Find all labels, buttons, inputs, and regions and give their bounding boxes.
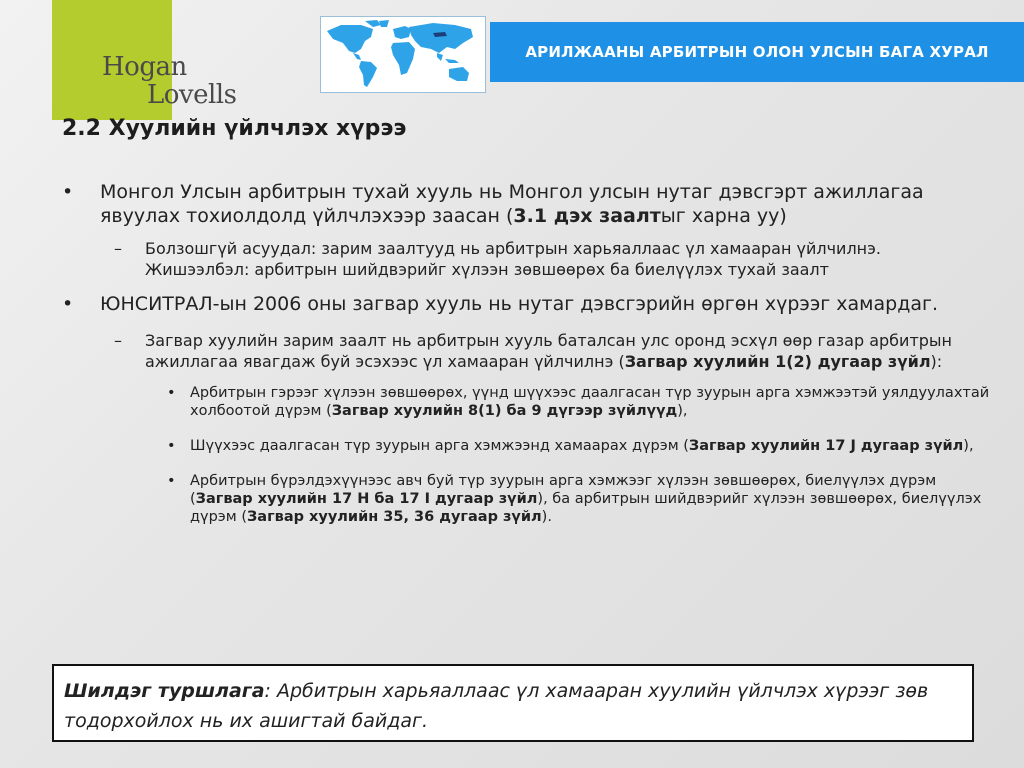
list-item-text-bold: Загвар хуулийн 35, 36 дугаар зүйл <box>246 509 542 525</box>
dash-marker: – <box>114 239 122 258</box>
callout-label: Шилдэг туршлага <box>64 680 265 702</box>
bullet-text: ЮНСИТРАЛ-ын 2006 оны загвар хууль нь нутаг дэвсгэрийн өргөн хүрээг хамардаг. <box>100 293 939 315</box>
list-item <box>60 437 990 455</box>
bullet-marker: • <box>167 438 176 454</box>
sub-bullet-item <box>60 330 990 372</box>
list-item-text-bold: Загвар хуулийн 17 H ба 17 I дугаар зүйл <box>195 491 538 507</box>
world-map-image <box>320 16 486 93</box>
sub-bullet-text-bold: Загвар хуулийн 1(2) дугаар зүйл <box>624 352 931 371</box>
bullet-marker: • <box>62 293 74 315</box>
bullet-marker: • <box>167 473 176 489</box>
callout-text: : Арбитрын харьяаллаас үл хамааран хуулийн үйлчлэх хүрээг зөв тодорхойлох нь их ашигтай байдаг. <box>64 680 929 732</box>
sub-bullet-text: Загвар хуулийн зарим заалт нь арбитрын хууль баталсан улс оронд эсхүл өөр газар арбитрын ажиллагаа явагдаж буй эсэхээс үл хамааран үйлчилнэ ( <box>145 331 953 371</box>
list-item-text: Шүүхээс даалгасан түр зуурын арга хэмжээнд хамаарах дүрэм ( <box>190 438 689 454</box>
best-practice-callout <box>52 664 974 742</box>
list-item-text: Арбитрын гэрээг хүлээн зөвшөөрөх, үүнд шүүхээс даалгасан түр зуурын арга хэмжээтэй уялдуулахтай холбоотой дүрэм ( <box>190 385 990 419</box>
header-banner <box>490 22 1024 82</box>
list-item-text: Арбитрын бүрэлдэхүүнээс авч буй түр зуурын арга хэмжээг хүлээн зөвшөөрөх, биелүүлэх дүрэм ( <box>190 473 937 507</box>
sub-bullet-item <box>60 238 990 280</box>
slide-title: 2.2 Хуулийн үйлчлэх хүрээ <box>62 116 407 141</box>
bullet-marker: • <box>167 385 176 401</box>
list-item-text-bold: Загвар хуулийн 17 J дугаар зүйл <box>688 438 964 454</box>
list-item-text: ). <box>541 509 552 525</box>
logo-line-1: Hogan <box>102 52 187 82</box>
bullet-marker: • <box>62 181 74 203</box>
header-title: АРИЛЖААНЫ АРБИТРЫН ОЛОН УЛСЫН БАГА ХУРАЛ <box>525 43 989 61</box>
hogan-lovells-logo <box>52 0 237 120</box>
dash-marker: – <box>114 331 122 350</box>
list-item-text: ), ба арбитрын шийдвэрийг хүлээн зөвшөөрөх, биелүүлэх дүрэм ( <box>190 491 982 525</box>
logo-line-2: Lovells <box>147 80 237 110</box>
bullet-text-bold: 3.1 дэх заалт <box>513 205 661 227</box>
list-item <box>60 472 990 526</box>
bullet-text: Монгол Улсын арбитрын тухай хууль нь Монгол улсын нутаг дэвсгэрт ажиллагаа явуулах тохиолдолд үйлчлэхээр заасан ( <box>100 181 924 227</box>
bullet-item <box>60 180 990 228</box>
list-item-text-bold: Загвар хуулийн 8(1) ба 9 дүгээр зүйлүүд <box>331 403 678 419</box>
bullet-item <box>60 292 990 316</box>
list-item-text: ), <box>963 438 974 454</box>
list-item <box>60 384 990 420</box>
sub-bullet-text: ): <box>930 352 943 371</box>
bullet-text: ыг харна уу) <box>660 205 787 227</box>
sub-bullet-text: Болзошгүй асуудал: зарим заалтууд нь арбитрын харьяаллаас үл хамааран үйлчилнэ. Жишээлбэл: арбитрын шийдвэрийг хүлээн зөвшөөрөх ба биелүүлэх тухай заалт <box>145 239 882 279</box>
list-item-text: ), <box>677 403 688 419</box>
slide-content <box>60 180 990 526</box>
